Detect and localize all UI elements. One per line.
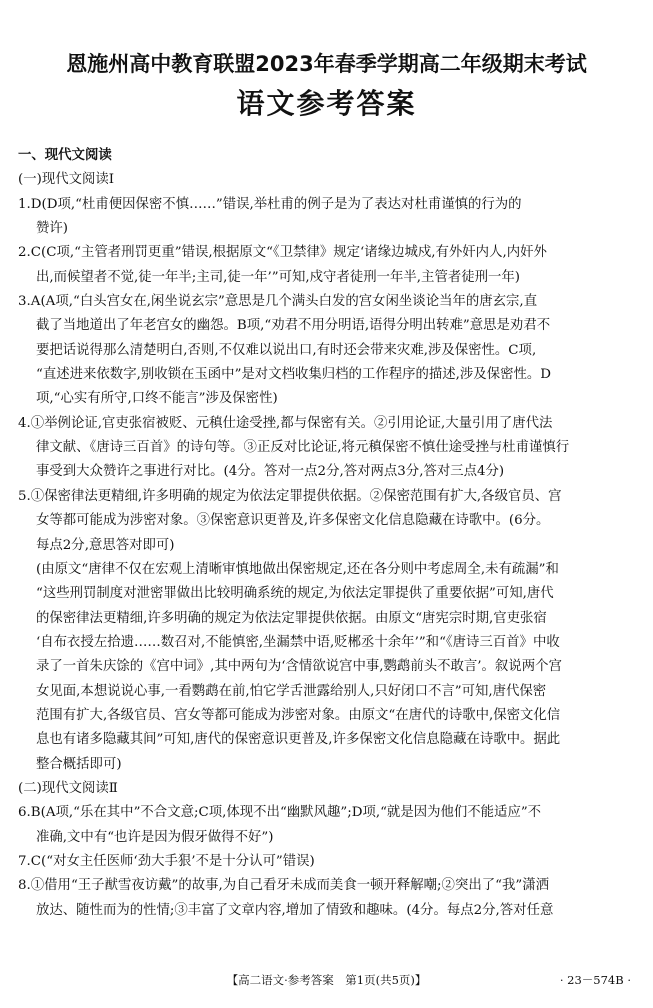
answer-line: 准确,文中有“也许是因为假牙做得不好”) (36, 829, 274, 845)
answer-line: 1.D(D项,“杜甫便因保密不慎……”错误,举杜甫的例子是为了表达对杜甫谨慎的行为的 (18, 196, 522, 212)
answer-q3 (18, 290, 638, 412)
page-footer (0, 972, 653, 992)
answer-q2 (18, 241, 638, 290)
answer-q1 (18, 193, 638, 242)
exam-title: 恩施州高中教育联盟2023年春季学期高二年级期末考试 (66, 52, 587, 76)
answer-q4 (18, 412, 638, 485)
answer-line: ‘自布衣授左拾遗……数召对,不能慎密,坐漏禁中语,贬郴丞十余年’”和“《唐诗三百首》中收 (36, 634, 560, 650)
answer-line: 女等都可能成为涉密对象。③保密意识更普及,许多保密文化信息隐藏在诗歌中。(6分。 (36, 513, 550, 529)
answer-q5 (18, 485, 638, 777)
answer-line: “直述进来依数字,别收锁在玉函中”是对文档收集归档的工作程序的描述,涉及保密性。D (36, 367, 552, 383)
answer-line: 整合概括即可) (36, 756, 122, 772)
answer-line: 女见面,本想说说心事,一看鹦鹉在前,怕它学舌泄露给别人,只好闭口不言”可知,唐代保密 (36, 683, 547, 699)
answer-line: 赞许) (36, 221, 69, 237)
answer-line: 范围有扩大,各级官员、宫女等都可能成为涉密对象。由原文“在唐代的诗歌中,保密文化信 (36, 707, 561, 723)
answer-line: 每点2分,意思答对即可) (36, 537, 175, 553)
answer-line: 出,而候望者不觉,徒一年半;主司,徒一年’”可知,戍守者徒刑一年半,主管者徒刑一年) (36, 269, 521, 285)
answer-line: 的保密律法更精细,许多明确的规定为依法定罪提供依据。由原文“唐宪宗时期,官吏张宿 (36, 610, 547, 626)
answer-line: 息也有诸多隐藏其间”可知,唐代的保密意识更普及,许多保密文化信息隐藏在诗歌中。据此 (36, 732, 561, 748)
subsection-heading: (一)现代文阅读Ⅰ (18, 172, 115, 188)
answer-line: 3.A(A项,“白头宫女在,闲坐说玄宗”意思是几个满头白发的宫女闲坐谈论当年的唐玄宗,直 (18, 294, 538, 310)
answer-line: 4.①举例论证,官吏张宿被贬、元稹仕途受挫,都与保密有关。②引用论证,大量引用了唐代法 (18, 415, 553, 431)
footer-page-info: 【高二语文·参考答案 第1页(共5页)】 (226, 973, 427, 987)
answer-line: 律文献、《唐诗三百首》的诗句等。③正反对比论证,将元稹保密不慎仕途受挫与杜甫谨慎行 (36, 440, 570, 456)
answer-line: 截了当地道出了年老宫女的幽怨。B项,“劝君不用分明语,语得分明出转难”意思是劝君不 (36, 318, 551, 334)
footer-code: · 23－574B · (559, 973, 631, 987)
answer-key-title: 语文参考答案 (236, 87, 417, 120)
answer-line: 6.B(A项,“乐在其中”不合文意;C项,体现不出“幽默风趣”;D项,“就是因为他们不能适应”不 (18, 805, 542, 821)
answer-line: 放达、随性而为的性情;③丰富了文章内容,增加了情致和趣味。(4分。每点2分,答对任意 (36, 902, 554, 918)
answer-q7 (18, 850, 638, 874)
answer-line: 事受到大众赞许之事进行对比。(4分。答对一点2分,答对两点3分,答对三点4分) (36, 464, 505, 480)
section-heading: 一、现代文阅读 (18, 148, 112, 163)
answer-line: “这些刑罚制度对泄密罪做出比较明确系统的规定,为依法定罪提供了重要依据”可知,唐代 (36, 586, 554, 602)
answer-q8 (18, 874, 638, 923)
answer-line: 8.①借用“王子猷雪夜访戴”的故事,为自己看牙未成而美食一顿开释解嘲;②突出了“我”潇洒 (18, 878, 549, 894)
answer-content (18, 144, 638, 923)
answer-line: 5.①保密律法更精细,许多明确的规定为依法定罪提供依据。②保密范围有扩大,各级官员、宫 (18, 488, 562, 504)
answer-line: 项,“心实有所守,口终不能言”涉及保密性) (36, 391, 278, 407)
answer-line: 7.C(“对女主任医师‘劲大手狠’不是十分认可”错误) (18, 853, 315, 869)
answer-line: (由原文“唐律不仅在宏观上清晰审慎地做出保密规定,还在各分则中考虑周全,未有疏漏”和 (36, 561, 559, 577)
answer-line: 2.C(C项,“主管者刑罚更重”错误,根据原文“《卫禁律》规定‘诸缘边城戍,有外奸内人,内奸外 (18, 245, 547, 261)
subsection-heading: (二)现代文阅读Ⅱ (18, 780, 118, 796)
answer-line: 录了一首朱庆馀的《宫中词》,其中两句为‘含情欲说宫中事,鹦鹉前头不敢言’。叙说两个宫 (36, 659, 562, 675)
answer-q6 (18, 801, 638, 850)
answer-line: 要把话说得那么清楚明白,否则,不仅难以说出口,有时还会带来灾难,涉及保密性。C项, (36, 342, 537, 358)
